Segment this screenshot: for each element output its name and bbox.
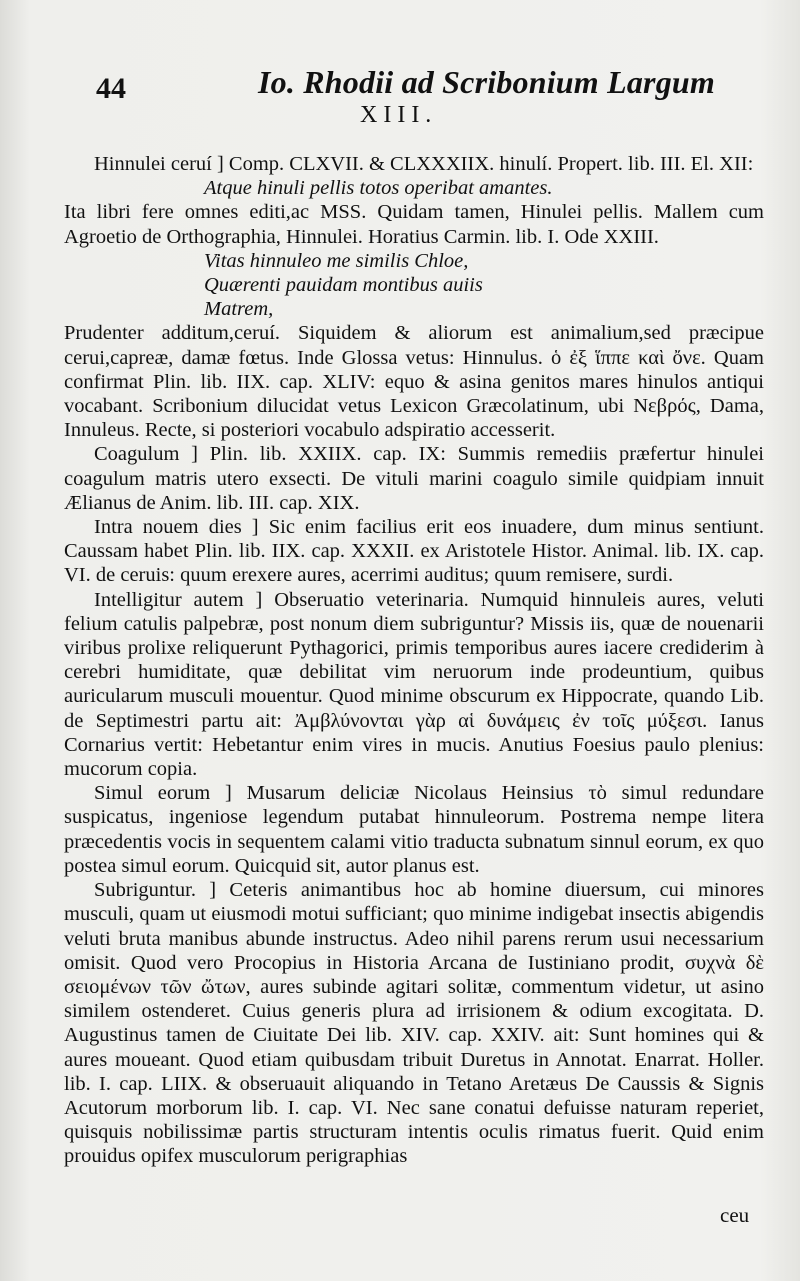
page-number: 44 [96, 72, 126, 105]
verse-line: Matrem, [204, 298, 274, 321]
running-head: Io. Rhodii ad Scribonium Largum [258, 64, 715, 100]
paragraph: Subriguntur. ] Ceteris animantibus hoc ab homine diuersum, cui minores musculi, quam ut eiusmodi motui sufficiant; quo minime indigebat insectis abigendis veluti bruta manibus abunde instructus. Adeo nihil parens rerum usui necessarium omisit. Quod vero Procopius in Historia Arcana de Iustiniano prodit, συχνὰ δὲ σειομένων τῶν ὤτων, aures subinde agitari solitæ, commentum videtur, ut asino similem ostenderet. Cuius generis plura ad irrisionem & odium excogitata. D. Augustinus tamen de Ciuitate Dei lib. XIV. cap. XXIV. ait: Sunt homines qui & aures moueant. Quod etiam quibusdam tribuit Duretus in Annotat. Enarrat. Holler. lib. I. cap. LIIX. & obseruauit aliquando in Tetano Aretæus De Caussis & Signis Acutorum morborum lib. I. cap. VI. Nec sane conatui defuisse naturam reperiet, quisquis nobilissimæ partis structuram intentis oculis rimatus fuerit. Quid enim prouidus opifex musculorum perigraphias [64, 879, 764, 1168]
paragraph: Simul eorum ] Musarum deliciæ Nicolaus Heinsius τὸ simul redundare suspicatus, ingeniose legendum putabat hinnuleorum. Postrema nempe litera præcedentis vocis in sequentem calami vitio traducta subnatum sinnul eorum, ex quo postea simul eorum. Quicquid sit, autor planus est. [64, 782, 764, 877]
section-number: XIII. [360, 102, 438, 128]
paragraph: Coagulum ] Plin. lib. XXIIX. cap. IX: Summis remediis præfertur hinulei coagulum matris utero exsecti. De vituli marini coagulo simile quidpiam innuit Ælianus de Anim. lib. III. cap. XIX. [64, 443, 764, 514]
body-text [64, 152, 764, 1169]
paragraph: Ita libri fere omnes editi,ac MSS. Quidam tamen, Hinulei pellis. Mallem cum Agroetio de Orthographia, Hinnulei. Horatius Carmin. lib. I. Ode XXIII. [64, 201, 764, 248]
catchword: ceu [720, 1203, 750, 1227]
verse-line: Vitas hinnuleo me similis Chloe, [204, 249, 469, 272]
verse-line: Atque hinuli pellis totos operibat amantes. [204, 177, 553, 200]
paragraph: Intelligitur autem ] Obseruatio veterinaria. Numquid hinnuleis aures, veluti felium catulis palpebræ, post nonum diem subriguntur? Missis iis, quæ de nouenarii viribus prolixe reliquerunt Pythagorici, primis temporibus aures iacere crediderim à cerebri humiditate, quæ debilitat vim neruorum inde prodeuntium, quibus auricularum musculi mouentur. Quod minime obscurum ex Hippocrate, quando Lib. de Septimestri partu ait: Ἀμβλύνονται γὰρ αἱ δυνάμεις ἐν τοῖς μύξεσι. Ianus Cornarius vertit: Hebetantur enim vires in mucis. Anutius Foesius paulo plenius: mucorum copia. [64, 588, 764, 781]
paragraph: Prudenter additum,ceruí. Siquidem & aliorum est animalium,sed præcipue cerui,capreæ, damæ fœtus. Inde Glossa vetus: Hinnulus. ὁ ἐξ ἵππε καὶ ὄνε. Quam confirmat Plin. lib. IIX. cap. XLIV: equo & asina genitos mares hinulos antiqui vocabant. Scribonium dilucidat vetus Lexicon Græcolatinum, ubi Νεβρός, Dama, Innuleus. Recte, si posteriori vocabulo adspiratio accesserit. [64, 322, 764, 442]
paragraph: Intra nouem dies ] Sic enim facilius erit eos inuadere, dum minus sentiunt. Caussam habet Plin. lib. IIX. cap. XXXII. ex Aristotele Histor. Animal. lib. IX. cap. VI. de ceruis: quum erexere aures, acerrimi auditus; quum remisere, surdi. [64, 516, 764, 587]
verse-line: Quærenti pauidam montibus auiis [204, 274, 483, 297]
paragraph: Hinnulei ceruí ] Comp. CLXVII. & CLXXXIIX. hinulí. Propert. lib. III. El. XII: [94, 153, 754, 175]
